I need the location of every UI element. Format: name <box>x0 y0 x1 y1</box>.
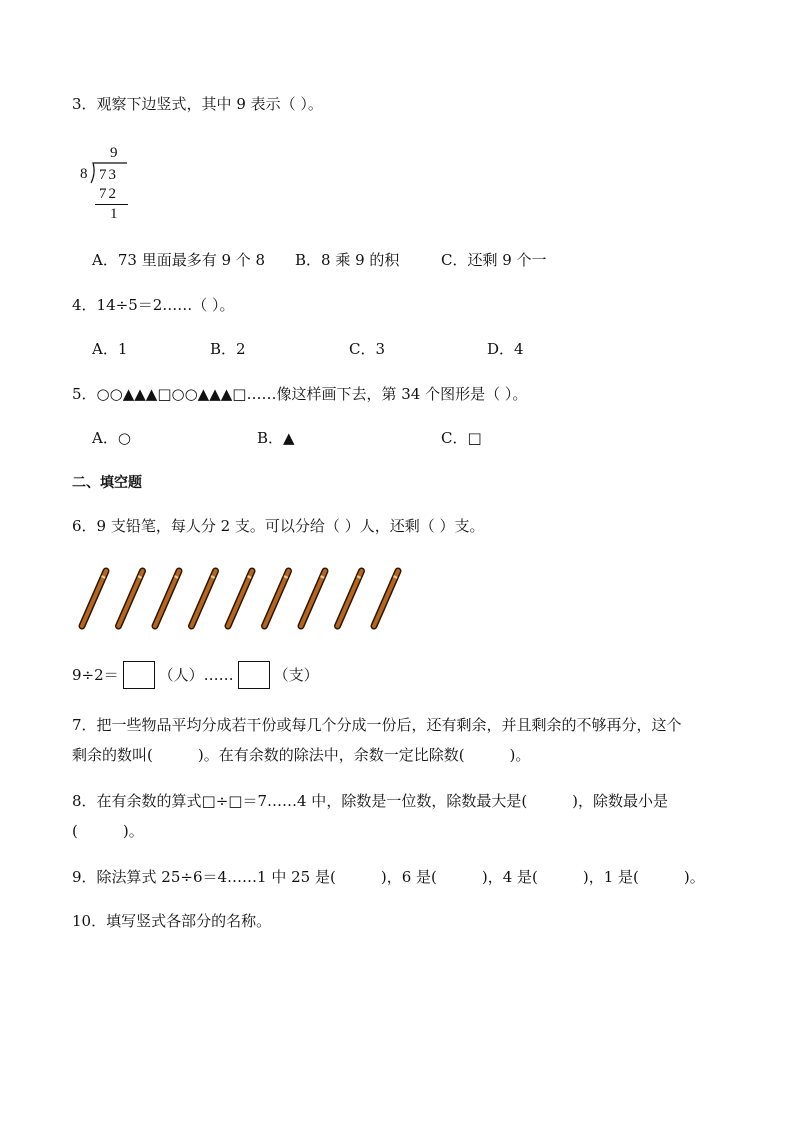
q5-option-c[interactable]: C．□ <box>441 429 482 447</box>
q4-option-c[interactable]: C．3 <box>349 340 386 358</box>
q7-line1: 7．把一些物品平均分成若干份或每几个分成一份后，还有剩余，并且剩余的不够再分，这个 <box>72 716 682 734</box>
pencil-icon <box>228 571 252 626</box>
q6-stem: 6．9 支铅笔，每人分 2 支。可以分给（ ）人，还剩（ ）支。 <box>72 517 485 535</box>
q6-eq-unit-pencils: （支） <box>273 666 319 684</box>
division-underline <box>95 204 128 205</box>
pencil-icon <box>301 571 325 626</box>
section-title-fill-in: 二、填空题 <box>72 475 142 491</box>
pencil-icon <box>119 571 143 626</box>
q7-line2: 剩余的数叫( )。在有余数的除法中，余数一定比除数( )。 <box>72 746 531 764</box>
q3-option-c[interactable]: C．还剩 9 个一 <box>441 251 547 269</box>
q6-equation <box>72 660 319 690</box>
pencils-illustration <box>74 566 414 632</box>
q4-option-d[interactable]: D．4 <box>487 340 524 358</box>
q8-line2: ( )。 <box>72 822 144 840</box>
q4-option-a[interactable]: A．1 <box>92 340 128 358</box>
pencil-icon <box>338 571 362 626</box>
q3-option-b[interactable]: B．8 乘 9 的积 <box>295 251 400 269</box>
pencil-icon <box>82 571 106 626</box>
q3-option-a[interactable]: A．73 里面最多有 9 个 8 <box>92 251 266 269</box>
division-dividend: 73 <box>99 167 118 183</box>
division-remainder: 1 <box>110 206 118 222</box>
pencil-icon <box>265 571 289 626</box>
pencil-icon <box>192 571 216 626</box>
pencil-icon <box>155 571 179 626</box>
q6-answer-box-remainder[interactable] <box>238 661 270 689</box>
q6-answer-box-people[interactable] <box>123 661 155 689</box>
q6-eq-left: 9÷2＝ <box>72 666 119 684</box>
q3-long-division <box>78 143 138 228</box>
q4-stem: 4．14÷5＝2……（ ）。 <box>72 296 235 314</box>
division-quotient: 9 <box>110 145 118 161</box>
q6-eq-unit-people: （人）…… <box>158 666 234 684</box>
q10-stem: 10．填写竖式各部分的名称。 <box>72 912 272 930</box>
q4-option-b[interactable]: B．2 <box>210 340 246 358</box>
q5-stem: 5．○○▲▲▲□○○▲▲▲□……像这样画下去，第 34 个图形是（ ）。 <box>72 385 528 403</box>
division-divisor: 8 <box>80 166 88 182</box>
q5-option-b[interactable]: B．▲ <box>257 429 295 447</box>
division-product: 72 <box>99 186 118 202</box>
q9-stem: 9．除法算式 25÷6＝4……1 中 25 是( )，6 是( )，4 是( )，1 是( )。 <box>72 868 705 886</box>
q3-stem: 3．观察下边竖式，其中 9 表示（ ）。 <box>72 95 323 113</box>
q8-line1: 8．在有余数的算式□÷□＝7……4 中，除数是一位数，除数最大是( )，除数最小是 <box>72 792 669 810</box>
q5-option-a[interactable]: A．○ <box>92 429 131 447</box>
pencil-icon <box>374 571 398 626</box>
